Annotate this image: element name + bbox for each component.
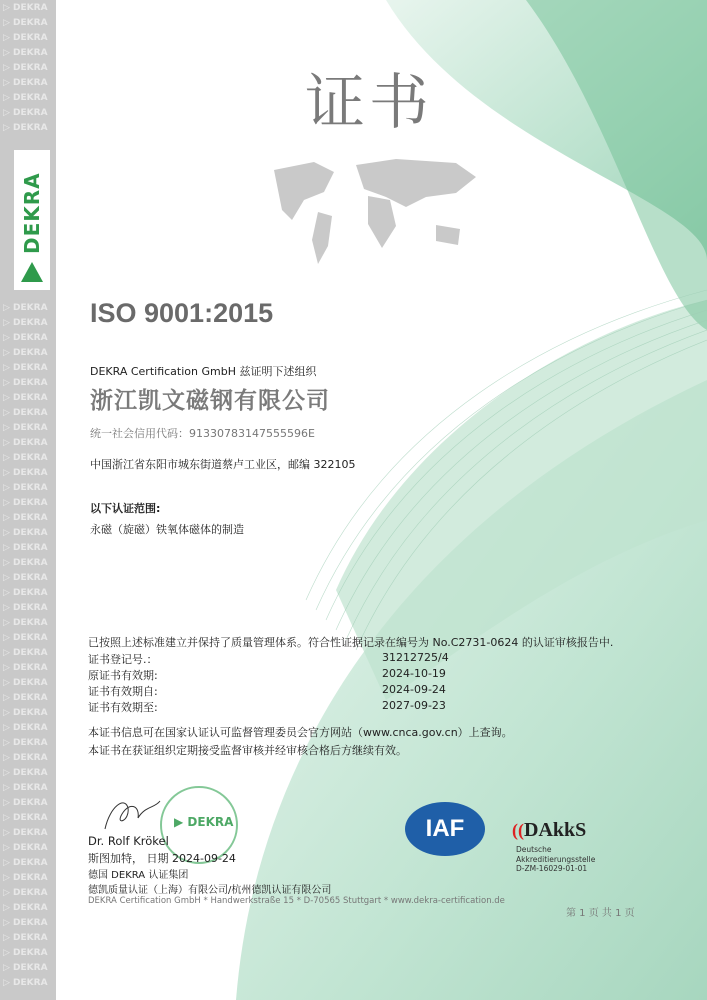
dekra-watermark: ▷ DEKRA xyxy=(3,3,48,13)
dakks-name: DAkkS xyxy=(524,819,587,841)
detail-label: 证书有效期至: xyxy=(88,701,158,714)
left-brand-strip xyxy=(0,0,56,1000)
footer-address: DEKRA Certification GmbH * Handwerkstraße 15 * D-70565 Stuttgart * www.dekra-certification.de xyxy=(88,896,505,906)
dekra-watermark: ▷ DEKRA xyxy=(3,63,48,73)
dekra-watermark: ▷ DEKRA xyxy=(3,363,48,373)
iso-standard: ISO 9001:2015 xyxy=(90,298,274,328)
dekra-watermark: ▷ DEKRA xyxy=(3,498,48,508)
dekra-watermark: ▷ DEKRA xyxy=(3,588,48,598)
detail-label: 证书有效期自: xyxy=(88,685,158,698)
dekra-watermark: ▷ DEKRA xyxy=(3,543,48,553)
dekra-watermark: ▷ DEKRA xyxy=(3,408,48,418)
dekra-watermark: ▷ DEKRA xyxy=(3,768,48,778)
world-map xyxy=(274,159,476,264)
detail-value: 2024-10-19 xyxy=(382,667,446,680)
credit-code: 统一社会信用代码：91330783147555596E xyxy=(90,427,315,440)
dekra-watermark: ▷ DEKRA xyxy=(3,663,48,673)
scope-heading: 以下认证范围: xyxy=(90,502,161,515)
dekra-watermark: ▷ DEKRA xyxy=(3,693,48,703)
dekra-triangle-icon xyxy=(21,262,43,282)
dekra-watermark: ▷ DEKRA xyxy=(3,903,48,913)
dekra-watermark: ▷ DEKRA xyxy=(3,108,48,118)
dekra-watermark: ▷ DEKRA xyxy=(3,948,48,958)
dekra-watermark: ▷ DEKRA xyxy=(3,858,48,868)
issuer-1: 德国 DEKRA 认证集团 xyxy=(88,870,189,881)
dekra-watermark: ▷ DEKRA xyxy=(3,978,48,988)
dekra-watermark: ▷ DEKRA xyxy=(3,723,48,733)
iaf-logo: IAF xyxy=(405,802,485,856)
place-date: 斯图加特， 日期 2024-09-24 xyxy=(88,852,236,865)
dekra-watermark: ▷ DEKRA xyxy=(3,348,48,358)
dekra-watermark: ▷ DEKRA xyxy=(3,528,48,538)
dekra-watermark: ▷ DEKRA xyxy=(3,438,48,448)
dekra-watermark: ▷ DEKRA xyxy=(3,48,48,58)
dakks-logo: ((DAkkS xyxy=(512,819,587,841)
signatory-name: Dr. Rolf Krökel xyxy=(88,834,169,848)
dekra-watermark: ▷ DEKRA xyxy=(3,648,48,658)
stamp-label: ▶ DEKRA xyxy=(174,815,234,829)
dekra-watermark: ▷ DEKRA xyxy=(3,603,48,613)
certificate-title: 证书 xyxy=(305,68,433,138)
dekra-watermark: ▷ DEKRA xyxy=(3,378,48,388)
intro-text: DEKRA Certification GmbH 兹证明下述组织 xyxy=(90,365,317,378)
detail-value: 2027-09-23 xyxy=(382,699,446,712)
dekra-watermark: ▷ DEKRA xyxy=(3,393,48,403)
stamp-text: DEKRA xyxy=(187,815,234,829)
dekra-watermark: ▷ DEKRA xyxy=(3,828,48,838)
dekra-watermark: ▷ DEKRA xyxy=(3,78,48,88)
address: 中国浙江省东阳市城东街道蔡卢工业区，邮编 322105 xyxy=(90,458,356,471)
dekra-watermark: ▷ DEKRA xyxy=(3,873,48,883)
dekra-watermark: ▷ DEKRA xyxy=(3,813,48,823)
dekra-watermark: ▷ DEKRA xyxy=(3,678,48,688)
dekra-watermark: ▷ DEKRA xyxy=(3,933,48,943)
dekra-watermark: ▷ DEKRA xyxy=(3,453,48,463)
dekra-logo-text: DEKRA xyxy=(20,172,44,254)
statement: 已按照上述标准建立并保持了质量管理体系。符合性证据记录在编号为 No.C2731-0624 的认证审核报告中. xyxy=(88,636,614,649)
dakks-subtitle: Deutsche Akkreditierungsstelle D-ZM-16029-01-01 xyxy=(516,845,596,873)
detail-label: 原证书有效期: xyxy=(88,669,158,682)
note-2: 本证书在获证组织定期接受监督审核并经审核合格后方继续有效。 xyxy=(88,744,407,757)
dekra-watermark: ▷ DEKRA xyxy=(3,18,48,28)
detail-value: 31212725/4 xyxy=(382,651,449,664)
dekra-watermark: ▷ DEKRA xyxy=(3,318,48,328)
dekra-watermark: ▷ DEKRA xyxy=(3,843,48,853)
note-1: 本证书信息可在国家认证认可监督管理委员会官方网站（www.cnca.gov.cn）上查询。 xyxy=(88,726,513,739)
dekra-watermark: ▷ DEKRA xyxy=(3,783,48,793)
detail-label: 证书登记号.： xyxy=(88,653,158,666)
dekra-logo xyxy=(14,150,50,290)
scope: 永磁（旋磁）铁氧体磁体的制造 xyxy=(90,523,244,536)
company-name: 浙江凯文磁钢有限公司 xyxy=(90,388,330,414)
dekra-watermark: ▷ DEKRA xyxy=(3,333,48,343)
dekra-watermark: ▷ DEKRA xyxy=(3,918,48,928)
dekra-watermark: ▷ DEKRA xyxy=(3,633,48,643)
dekra-watermark: ▷ DEKRA xyxy=(3,558,48,568)
dekra-watermark: ▷ DEKRA xyxy=(3,888,48,898)
dekra-watermark: ▷ DEKRA xyxy=(3,423,48,433)
dekra-watermark: ▷ DEKRA xyxy=(3,93,48,103)
dekra-watermark: ▷ DEKRA xyxy=(3,483,48,493)
dekra-watermark: ▷ DEKRA xyxy=(3,798,48,808)
dekra-watermark: ▷ DEKRA xyxy=(3,963,48,973)
dekra-watermark: ▷ DEKRA xyxy=(3,123,48,133)
dekra-watermark: ▷ DEKRA xyxy=(3,738,48,748)
dekra-watermark: ▷ DEKRA xyxy=(3,618,48,628)
dekra-watermark: ▷ DEKRA xyxy=(3,33,48,43)
issuer-2: 德凯质量认证（上海）有限公司/杭州德凯认证有限公司 xyxy=(88,885,332,896)
page-number: 第 1 页 共 1 页 xyxy=(566,908,635,919)
detail-value: 2024-09-24 xyxy=(382,683,446,696)
dekra-watermark: ▷ DEKRA xyxy=(3,468,48,478)
dekra-watermark: ▷ DEKRA xyxy=(3,753,48,763)
dekra-watermark: ▷ DEKRA xyxy=(3,708,48,718)
dekra-watermark: ▷ DEKRA xyxy=(3,513,48,523)
dekra-watermark: ▷ DEKRA xyxy=(3,303,48,313)
dekra-watermark: ▷ DEKRA xyxy=(3,573,48,583)
